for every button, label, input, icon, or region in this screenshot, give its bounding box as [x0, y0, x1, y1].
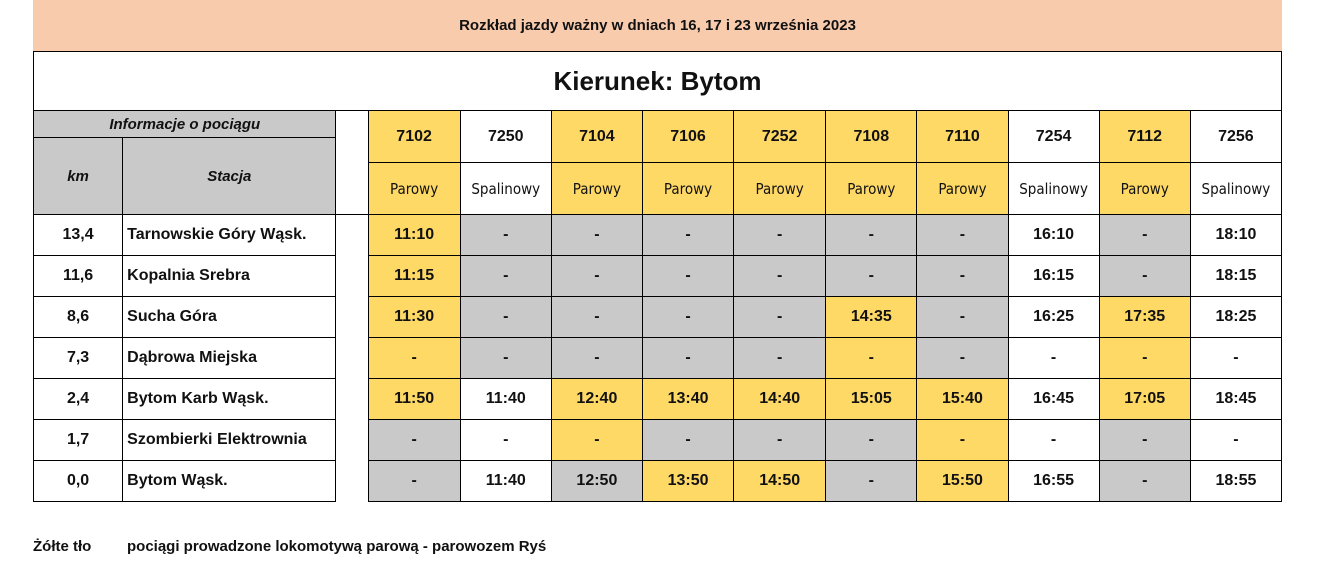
time-cell: 11:50 — [368, 379, 460, 420]
train-type: Spalinowy — [1190, 163, 1281, 215]
time-cell: - — [826, 420, 917, 461]
time-cell: - — [368, 420, 460, 461]
time-cell: - — [551, 420, 642, 461]
time-cell: - — [1099, 256, 1190, 297]
spacer-cell — [336, 379, 368, 420]
time-cell: - — [734, 420, 826, 461]
spacer-cell — [336, 420, 368, 461]
train-number: 7102 — [368, 111, 460, 163]
train-type: Parowy — [1099, 163, 1190, 215]
time-cell: - — [460, 420, 551, 461]
time-cell: 17:35 — [1099, 297, 1190, 338]
train-number: 7254 — [1008, 111, 1099, 163]
train-number: 7104 — [551, 111, 642, 163]
time-cell: - — [1008, 338, 1099, 379]
spacer-cell — [336, 297, 368, 338]
station-cell: Kopalnia Srebra — [123, 256, 336, 297]
train-number: 7106 — [642, 111, 733, 163]
legend-label: Żółte tło — [33, 538, 92, 555]
spacer-cell — [336, 215, 368, 256]
time-cell: - — [1099, 338, 1190, 379]
km-cell: 2,4 — [34, 379, 123, 420]
time-cell: 18:10 — [1190, 215, 1281, 256]
time-cell: - — [1099, 215, 1190, 256]
time-cell: 11:40 — [460, 461, 551, 502]
train-type: Parowy — [917, 163, 1008, 215]
time-cell: - — [917, 215, 1008, 256]
km-cell: 13,4 — [34, 215, 123, 256]
station-cell: Tarnowskie Góry Wąsk. — [123, 215, 336, 256]
time-cell: - — [551, 215, 642, 256]
time-cell: 15:40 — [917, 379, 1008, 420]
station-row — [34, 256, 1282, 297]
time-cell: - — [460, 215, 551, 256]
station-row — [34, 461, 1282, 502]
time-cell: - — [917, 256, 1008, 297]
time-cell: - — [826, 256, 917, 297]
time-cell: - — [1190, 420, 1281, 461]
spacer-cell — [336, 338, 368, 379]
station-cell: Sucha Góra — [123, 297, 336, 338]
time-cell: - — [1099, 461, 1190, 502]
time-cell: - — [826, 215, 917, 256]
train-number: 7252 — [734, 111, 826, 163]
time-cell: - — [1099, 420, 1190, 461]
time-cell: 13:40 — [642, 379, 733, 420]
timetable — [33, 110, 1282, 502]
time-cell: 11:10 — [368, 215, 460, 256]
time-cell: 12:40 — [551, 379, 642, 420]
train-type: Parowy — [642, 163, 733, 215]
time-cell: - — [1008, 420, 1099, 461]
train-type: Parowy — [734, 163, 826, 215]
train-type: Spalinowy — [1008, 163, 1099, 215]
time-cell: - — [642, 420, 733, 461]
time-cell: 18:25 — [1190, 297, 1281, 338]
time-cell: 13:50 — [642, 461, 733, 502]
train-number: 7250 — [460, 111, 551, 163]
train-number: 7108 — [826, 111, 917, 163]
time-cell: - — [460, 256, 551, 297]
km-cell: 8,6 — [34, 297, 123, 338]
time-cell: - — [734, 215, 826, 256]
train-number: 7256 — [1190, 111, 1281, 163]
time-cell: - — [642, 338, 733, 379]
time-cell: 18:15 — [1190, 256, 1281, 297]
km-cell: 7,3 — [34, 338, 123, 379]
time-cell: - — [642, 256, 733, 297]
time-cell: - — [734, 338, 826, 379]
time-cell: 11:40 — [460, 379, 551, 420]
time-cell: 18:45 — [1190, 379, 1281, 420]
time-cell: 14:35 — [826, 297, 917, 338]
spacer-cell — [336, 256, 368, 297]
time-cell: - — [551, 338, 642, 379]
time-cell: - — [734, 297, 826, 338]
time-cell: 12:50 — [551, 461, 642, 502]
validity-banner: Rozkład jazdy ważny w dniach 16, 17 i 23 września 2023 — [33, 0, 1282, 51]
train-type: Parowy — [368, 163, 460, 215]
time-cell: 15:50 — [917, 461, 1008, 502]
direction-title: Kierunek: Bytom — [33, 51, 1282, 110]
km-header: km — [34, 138, 123, 215]
time-cell: 14:50 — [734, 461, 826, 502]
time-cell: 16:10 — [1008, 215, 1099, 256]
km-cell: 0,0 — [34, 461, 123, 502]
time-cell: 16:15 — [1008, 256, 1099, 297]
station-cell: Bytom Wąsk. — [123, 461, 336, 502]
time-cell: - — [460, 297, 551, 338]
train-number: 7110 — [917, 111, 1008, 163]
time-cell: 15:05 — [826, 379, 917, 420]
time-cell: - — [826, 338, 917, 379]
station-cell: Bytom Karb Wąsk. — [123, 379, 336, 420]
time-cell: - — [551, 256, 642, 297]
time-cell: 16:45 — [1008, 379, 1099, 420]
time-cell: - — [917, 420, 1008, 461]
legend-text: pociągi prowadzone lokomotywą parową - parowozem Ryś — [127, 538, 547, 555]
time-cell: - — [642, 297, 733, 338]
time-cell: 11:30 — [368, 297, 460, 338]
time-cell: - — [460, 338, 551, 379]
station-header: Stacja — [123, 138, 336, 215]
spacer-column — [336, 111, 368, 163]
station-row — [34, 420, 1282, 461]
time-cell: 16:25 — [1008, 297, 1099, 338]
time-cell: - — [734, 256, 826, 297]
time-cell: - — [1190, 338, 1281, 379]
station-row — [34, 338, 1282, 379]
legend-note — [33, 538, 546, 555]
train-type: Spalinowy — [460, 163, 551, 215]
spacer-cell — [336, 461, 368, 502]
station-row — [34, 379, 1282, 420]
train-type: Parowy — [826, 163, 917, 215]
station-row — [34, 215, 1282, 256]
time-cell: 17:05 — [1099, 379, 1190, 420]
time-cell: 14:40 — [734, 379, 826, 420]
train-type: Parowy — [551, 163, 642, 215]
station-cell: Dąbrowa Miejska — [123, 338, 336, 379]
train-info-header: Informacje o pociągu — [34, 111, 336, 138]
time-cell: 16:55 — [1008, 461, 1099, 502]
spacer-cell — [336, 163, 368, 215]
time-cell: - — [642, 215, 733, 256]
time-cell: - — [368, 461, 460, 502]
km-cell: 11,6 — [34, 256, 123, 297]
time-cell: 18:55 — [1190, 461, 1281, 502]
time-cell: 11:15 — [368, 256, 460, 297]
time-cell: - — [917, 297, 1008, 338]
time-cell: - — [917, 338, 1008, 379]
time-cell: - — [368, 338, 460, 379]
station-row — [34, 297, 1282, 338]
station-cell: Szombierki Elektrownia — [123, 420, 336, 461]
km-cell: 1,7 — [34, 420, 123, 461]
train-number: 7112 — [1099, 111, 1190, 163]
time-cell: - — [826, 461, 917, 502]
time-cell: - — [551, 297, 642, 338]
